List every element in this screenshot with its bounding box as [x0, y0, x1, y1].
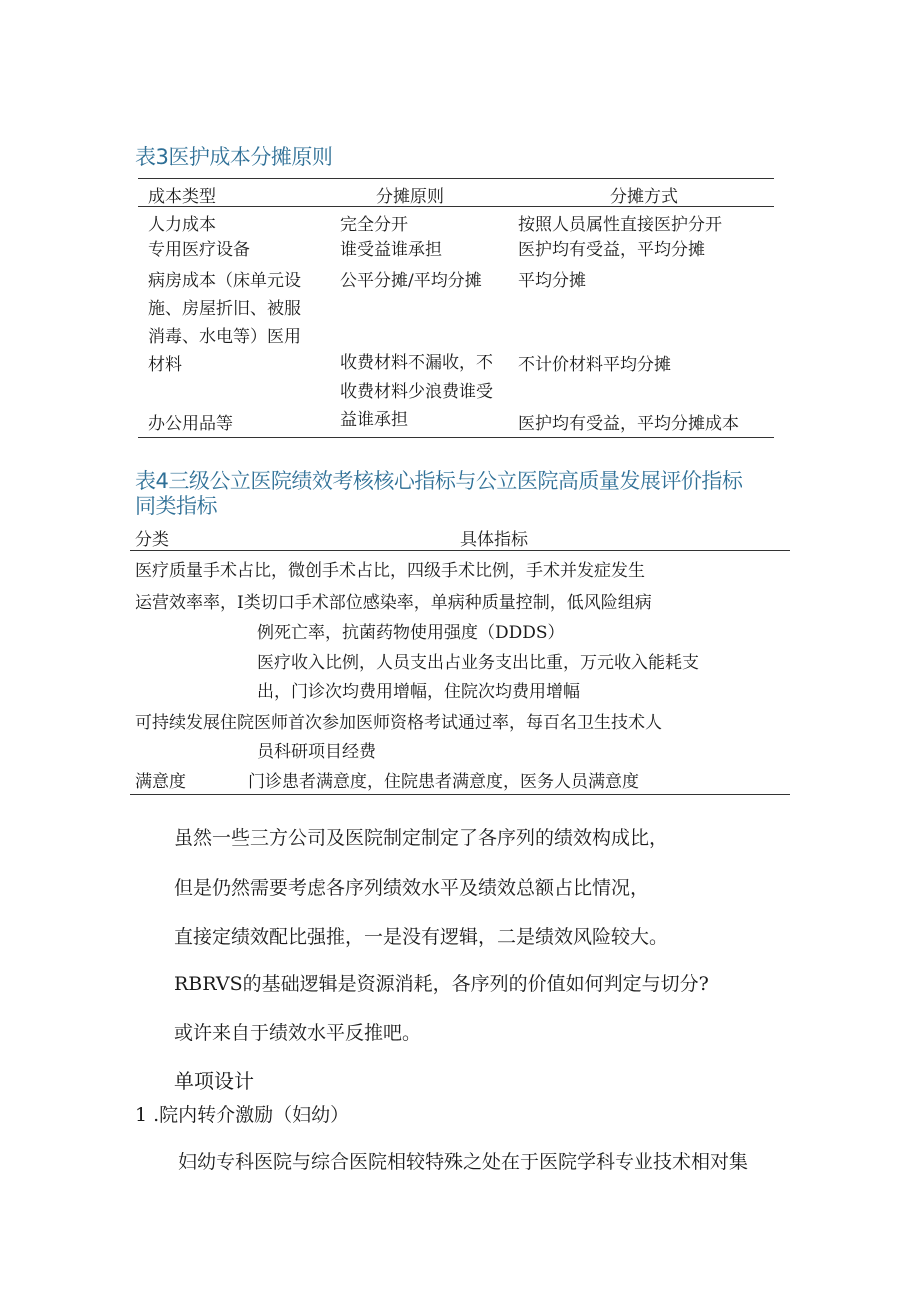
table3-cell: 收费材料少浪费谁受 [340, 382, 493, 402]
table4-caption-line1: 表4三级公立医院绩效考核核心指标与公立医院高质量发展评价指标 [135, 469, 743, 493]
table3-cell: 施、房屋折旧、被服 [148, 299, 301, 319]
table3-cell: 平均分摊 [518, 271, 586, 291]
table3-header-principle: 分摊原则 [376, 187, 444, 207]
table3-bottom-rule [138, 437, 774, 438]
table3-cell: 专用医疗设备 [148, 240, 250, 260]
table4-header-indicators: 具体指标 [460, 530, 528, 550]
table3-cell: 材料 [148, 355, 182, 375]
table4-line: 运营效率率，I类切口手术部位感染率，单病种质量控制，低风险组病 [135, 593, 652, 613]
table3-cell: 公平分摊/平均分摊 [340, 271, 482, 291]
paragraph: 但是仍然需要考虑各序列绩效水平及绩效总额占比情况， [174, 877, 650, 899]
table3-cell: 病房成本（床单元设 [148, 271, 301, 291]
paragraph: 虽然一些三方公司及医院制定制定了各序列的绩效构成比， [174, 827, 669, 849]
table4-last-indicators: 门诊患者满意度，住院患者满意度，医务人员满意度 [248, 772, 639, 792]
table4-caption-line2: 同类指标 [135, 494, 217, 518]
paragraph: 妇幼专科医院与综合医院相较特殊之处在于医院学科专业技术相对集 [178, 1151, 749, 1173]
table3-caption: 表3医护成本分摊原则 [135, 145, 333, 169]
table4-line: 医疗收入比例，人员支出占业务支出比重，万元收入能耗支 [257, 653, 699, 673]
table4-last-category: 满意度 [135, 772, 186, 792]
table3-cell: 消毒、水电等）医用 [148, 327, 301, 347]
table3-cell: 完全分开 [340, 215, 408, 235]
table3-cell: 按照人员属性直接医护分开 [518, 215, 722, 235]
table4-line: 医疗质量手术占比，微创手术占比，四级手术比例，手术并发症发生 [135, 561, 645, 581]
table4-bottom-rule [130, 794, 790, 795]
table3-cell: 益谁承担 [340, 410, 408, 430]
table4-line: 例死亡率，抗菌药物使用强度（DDDS） [257, 623, 565, 643]
table3-cell: 谁受益谁承担 [340, 240, 442, 260]
table3-top-rule [138, 178, 774, 179]
table3-header-rule [138, 206, 774, 207]
table3-cell: 收费材料不漏收，不 [340, 353, 493, 373]
table3-cell: 医护均有受益，平均分摊成本 [518, 414, 739, 434]
table4-line: 可持续发展住院医师首次参加医师资格考试通过率，每百名卫生技术人 [135, 713, 662, 733]
table3-cell: 医护均有受益，平均分摊 [518, 240, 705, 260]
subsection-heading: 1 .院内转介激励（妇幼） [135, 1104, 350, 1126]
paragraph: RBRVS的基础逻辑是资源消耗，各序列的价值如何判定与切分? [174, 973, 709, 995]
paragraph: 或许来自于绩效水平反推吧。 [174, 1022, 422, 1044]
table4-line: 员科研项目经费 [257, 742, 376, 762]
paragraph: 直接定绩效配比强推，一是没有逻辑，二是绩效风险较大。 [174, 926, 669, 948]
table3-cell: 人力成本 [148, 215, 216, 235]
table3-header-type: 成本类型 [148, 187, 216, 207]
section-heading: 单项设计 [174, 1069, 254, 1093]
table3-header-method: 分摊方式 [610, 187, 678, 207]
table4-line: 出，门诊次均费用增幅，住院次均费用增幅 [257, 682, 580, 702]
table4-header-category: 分类 [135, 530, 169, 550]
table3-cell: 办公用品等 [148, 414, 233, 434]
table4-header-rule [130, 550, 790, 551]
table3-cell: 不计价材料平均分摊 [518, 355, 671, 375]
